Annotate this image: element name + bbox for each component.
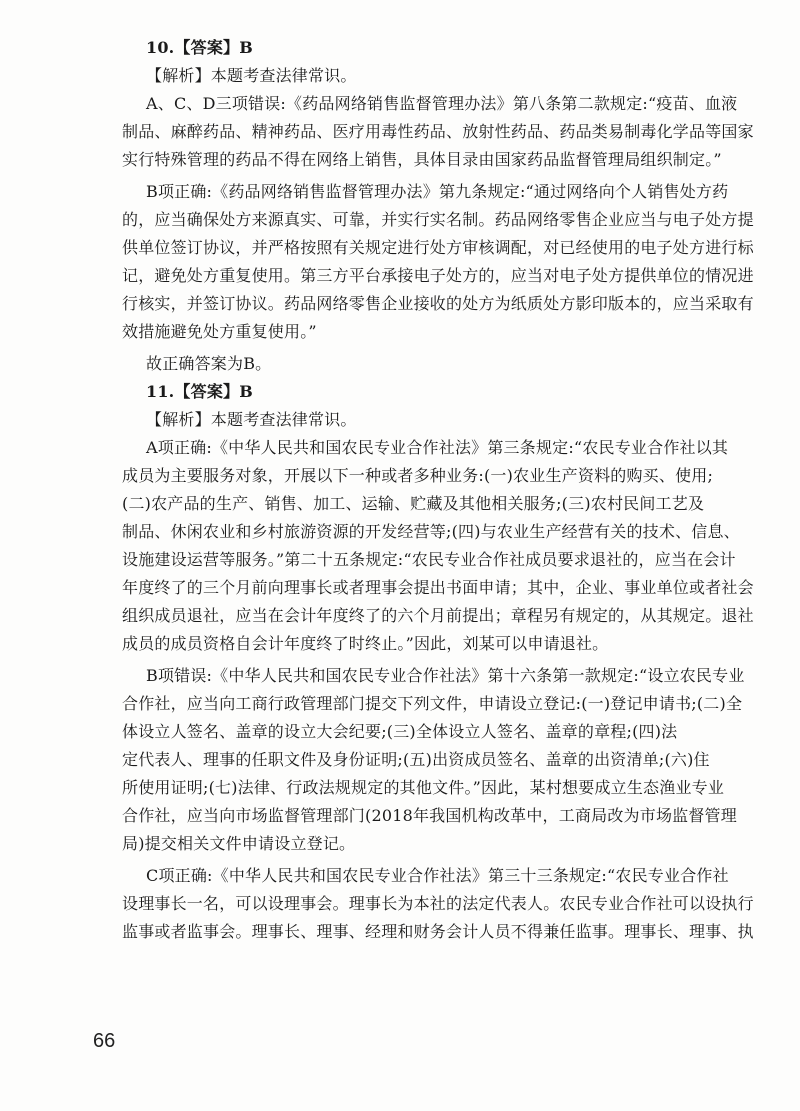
- text-line: C项正确:《中华人民共和国农民专业合作社法》第三十三条规定:“农民专业合作社: [146, 866, 729, 885]
- text-line: B项错误:《中华人民共和国农民专业合作社法》第十六条第一款规定:“设立农民专业: [146, 666, 745, 685]
- q10-conclusion: 故正确答案为B。: [146, 354, 272, 373]
- q11-answer: 11.【答案】B: [146, 382, 253, 401]
- text-line: A、C、D三项错误:《药品网络销售监督管理办法》第八条第二款规定:“疫苗、血液: [146, 94, 738, 113]
- text-line: 制品、麻醉药品、精神药品、医疗用毒性药品、放射性药品、药品类易制毒化学品等国家: [122, 122, 754, 141]
- text-line: 局)提交相关文件申请设立登记。: [122, 834, 356, 853]
- text-line: 效措施避免处方重复使用。”: [122, 322, 317, 341]
- text-line: 行核实，并签订协议。药品网络零售企业接收的处方为纸质处方影印版本的，应当采取有: [122, 294, 754, 313]
- page-number: 66: [93, 1030, 116, 1052]
- text-line: 监事或者监事会。理事长、理事、经理和财务会计人员不得兼任监事。理事长、理事、执: [122, 922, 754, 941]
- text-line: 供单位签订协议，并严格按照有关规定进行处方审核调配，对已经使用的电子处方进行标: [122, 238, 754, 257]
- q10-paragraph-b: [122, 178, 754, 346]
- q10-answer: 10.【答案】B: [146, 38, 253, 57]
- text-line: 实行特殊管理的药品不得在网络上销售，具体目录由国家药品监督管理局组织制定。”: [122, 150, 722, 169]
- text-line: 设理事长一名，可以设理事会。理事长为本社的法定代表人。农民专业合作社可以设执行: [122, 894, 754, 913]
- text-line: 成员的成员资格自会计年度终了时终止。”因此，刘某可以申请退社。: [122, 634, 609, 653]
- text-line: 设施建设运营等服务。”第二十五条规定:“农民专业合作社成员要求退社的，应当在会计: [122, 550, 736, 569]
- q10-paragraph-a: [122, 90, 754, 174]
- q11-analysis: 【解析】本题考查法律常识。: [146, 410, 357, 429]
- text-line: (二)农产品的生产、销售、加工、运输、贮藏及其他相关服务;(三)农村民间工艺及: [122, 494, 705, 513]
- q10-analysis: 【解析】本题考查法律常识。: [146, 66, 357, 85]
- text-line: 的，应当确保处方来源真实、可靠，并实行实名制。药品网络零售企业应当与电子处方提: [122, 210, 754, 229]
- text-line: 制品、休闲农业和乡村旅游资源的开发经营等;(四)与农业生产经营有关的技术、信息、: [122, 522, 740, 541]
- text-line: 体设立人签名、盖章的设立大会纪要;(三)全体设立人签名、盖章的章程;(四)法: [122, 722, 678, 741]
- text-line: 组织成员退社，应当在会计年度终了的六个月前提出；章程另有规定的，从其规定。退社: [122, 606, 754, 625]
- text-line: 合作社，应当向工商行政管理部门提交下列文件，申请设立登记:(一)登记申请书;(二)全: [122, 694, 743, 713]
- text-line: B项正确:《药品网络销售监督管理办法》第九条规定:“通过网络向个人销售处方药: [146, 182, 729, 201]
- q11-paragraph-c: [122, 862, 754, 946]
- text-line: 所使用证明;(七)法律、行政法规规定的其他文件。”因此，某村想要成立生态渔业专业: [122, 778, 725, 797]
- text-line: 成员为主要服务对象，开展以下一种或者多种业务:(一)农业生产资料的购买、使用;: [122, 466, 714, 485]
- q11-paragraph-b: [122, 662, 745, 858]
- text-line: 记，避免处方重复使用。第三方平台承接电子处方的，应当对电子处方提供单位的情况进: [122, 266, 754, 285]
- document-page: [122, 34, 754, 950]
- text-line: A项正确:《中华人民共和国农民专业合作社法》第三条规定:“农民专业合作社以其: [146, 438, 729, 457]
- q11-paragraph-a: [122, 434, 754, 658]
- text-line: 年度终了的三个月前向理事长或者理事会提出书面申请；其中，企业、事业单位或者社会: [122, 578, 754, 597]
- text-line: 合作社，应当向市场监督管理部门(2018年我国机构改革中，工商局改为市场监督管理: [122, 806, 737, 825]
- text-line: 定代表人、理事的任职文件及身份证明;(五)出资成员签名、盖章的出资清单;(六)住: [122, 750, 710, 769]
